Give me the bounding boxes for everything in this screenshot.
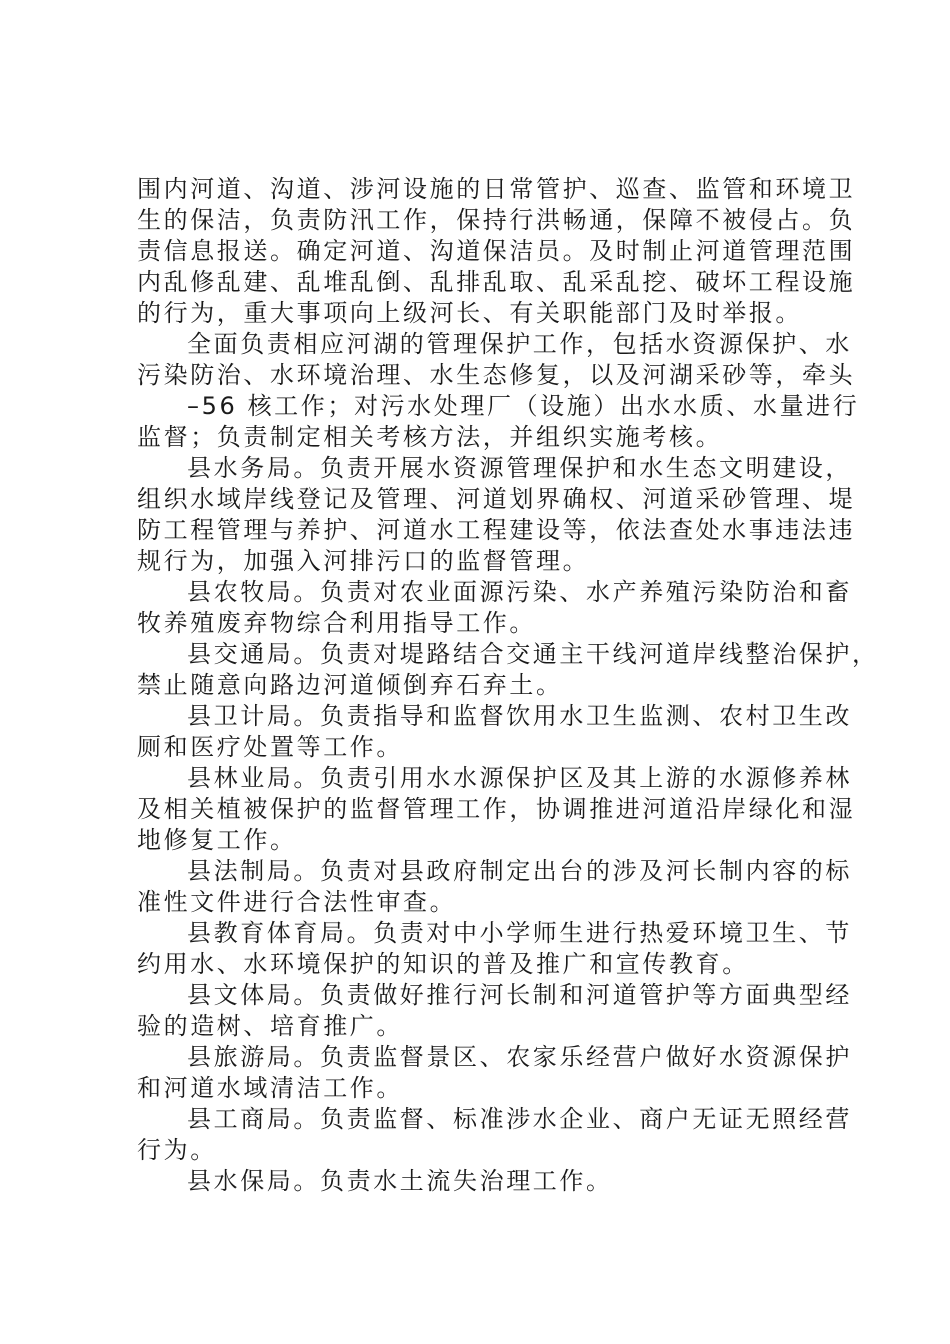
paragraph-start: 全面负责相应河湖的管理保护工作，包括水资源保护、水 (187, 330, 852, 358)
text-line: –56 核工作；对污水处理厂（设施）出水水质、水量进行 (187, 392, 860, 420)
text-line: 行为。 (137, 1136, 217, 1164)
text-line: 准性文件进行合法性审查。 (137, 888, 457, 916)
paragraph-start: 县卫计局。负责指导和监督饮用水卫生监测、农村卫生改 (187, 702, 852, 730)
text-line: 及相关植被保护的监督管理工作，协调推进河道沿岸绿化和湿 (137, 795, 856, 823)
text-line: 禁止随意向路边河道倾倒弃石弃土。 (137, 671, 563, 699)
text-line: 地修复工作。 (137, 826, 297, 854)
text-line: 验的造树、培育推广。 (137, 1012, 403, 1040)
text-line: 和河道水域清洁工作。 (137, 1074, 403, 1102)
text-line: 责信息报送。确定河道、沟道保洁员。及时制止河道管理范围 (137, 237, 856, 265)
text-line: 组织水域岸线登记及管理、河道划界确权、河道采砂管理、堤 (137, 485, 856, 513)
text-line: 规行为，加强入河排污口的监督管理。 (137, 547, 590, 575)
text-line: 的行为，重大事项向上级河长、有关职能部门及时举报。 (137, 299, 802, 327)
paragraph-start: 县工商局。负责监督、标准涉水企业、商户无证无照经营 (187, 1105, 852, 1133)
paragraph-start: 县教育体育局。负责对中小学师生进行热爱环境卫生、节 (187, 919, 852, 947)
text-line: 污染防治、水环境治理、水生态修复，以及河湖采砂等，牵头 (137, 361, 856, 389)
text-line: 约用水、水环境保护的知识的普及推广和宣传教育。 (137, 950, 749, 978)
text-line: 围内河道、沟道、涉河设施的日常管护、巡查、监管和环境卫 (137, 175, 856, 203)
paragraph-start: 县水保局。负责水土流失治理工作。 (187, 1167, 613, 1195)
text-line: 防工程管理与养护、河道水工程建设等，依法查处水事违法违 (137, 516, 856, 544)
text-line: 监督；负责制定相关考核方法，并组织实施考核。 (137, 423, 723, 451)
text-line: 内乱修乱建、乱堆乱倒、乱排乱取、乱采乱挖、破坏工程设施 (137, 268, 856, 296)
paragraph-start: 县法制局。负责对县政府制定出台的涉及河长制内容的标 (187, 857, 852, 885)
paragraph-start: 县文体局。负责做好推行河长制和河道管护等方面典型经 (187, 981, 852, 1009)
paragraph-start: 县林业局。负责引用水水源保护区及其上游的水源修养林 (187, 764, 852, 792)
text-line: 牧养殖废弃物综合利用指导工作。 (137, 609, 536, 637)
document-body (137, 174, 879, 1197)
paragraph-start: 县旅游局。负责监督景区、农家乐经营户做好水资源保护 (187, 1043, 852, 1071)
text-line: 生的保洁，负责防汛工作，保持行洪畅通，保障不被侵占。负 (137, 206, 856, 234)
paragraph-start: 县水务局。负责开展水资源管理保护和水生态文明建设， (187, 454, 852, 482)
paragraph-start: 县农牧局。负责对农业面源污染、水产养殖污染防治和畜 (187, 578, 852, 606)
paragraph-start: 县交通局。负责对堤路结合交通主干线河道岸线整治保护， (187, 640, 879, 668)
text-line: 厕和医疗处置等工作。 (137, 733, 403, 761)
